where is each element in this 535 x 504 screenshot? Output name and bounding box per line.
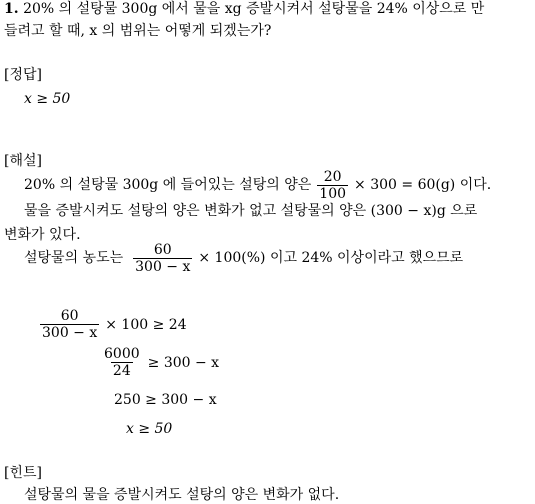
- solution-line-1-b: × 300 = 60(g) 이다.: [354, 177, 492, 193]
- fraction-60-over-300-minus-x: [133, 242, 192, 275]
- problem-line-2: [4, 22, 271, 40]
- solution-line-4-a: 설탕물의 농도는: [24, 250, 124, 266]
- fraction-numerator: 20: [323, 168, 342, 185]
- fraction-numerator: 60: [60, 308, 79, 324]
- equation-4: x ≥ 50: [126, 421, 173, 437]
- problem-text-1: 20% 의 설탕물 300g 에서 물을 xg 증발시켜서 설탕물을 24% 이상으로 만: [23, 1, 485, 17]
- problem-number: 1.: [4, 1, 19, 17]
- fraction-denominator: 300 − x: [42, 325, 98, 341]
- solution-line-3: 변화가 있다.: [4, 227, 81, 243]
- answer-value: x ≥ 50: [24, 91, 71, 107]
- solution-line-4: [24, 240, 463, 276]
- fraction-denominator: 100: [319, 185, 347, 202]
- hint-text: 설탕물의 물을 증발시켜도 설탕의 양은 변화가 없다.: [24, 487, 340, 503]
- solution-line-1: [24, 168, 491, 202]
- equation-2: [100, 346, 219, 379]
- equation-1-fraction: [40, 308, 99, 341]
- fraction-numerator: 6000: [104, 346, 140, 362]
- answer-label: [정답]: [4, 67, 42, 83]
- equation-3: 250 ≥ 300 − x: [114, 392, 217, 408]
- solution-line-1-a: 20% 의 설탕물 300g 에 들어있는 설탕의 양은: [24, 177, 312, 193]
- fraction-20-over-100: [317, 169, 348, 202]
- fraction-denominator: 24: [112, 363, 131, 379]
- problem-text-2: 들려고 할 때, x 의 범위는 어떻게 되겠는가?: [4, 23, 272, 39]
- problem-line-1: [4, 0, 484, 18]
- fraction-numerator: 60: [153, 241, 172, 258]
- equation-2-fraction: [102, 346, 142, 379]
- solution-line-2: 물을 증발시켜도 설탕의 양은 변화가 없고 설탕물의 양은 (300 − x)g 으로: [24, 203, 478, 219]
- solution-line-4-b: × 100(%) 이고 24% 이상이라고 했으므로: [198, 250, 464, 266]
- fraction-denominator: 300 − x: [135, 258, 191, 275]
- equation-1: [38, 308, 187, 341]
- equation-2-rest: ≥ 300 − x: [147, 354, 220, 371]
- equation-1-rest: × 100 ≥ 24: [105, 316, 187, 333]
- hint-label: [힌트]: [4, 465, 42, 481]
- solution-label: [해설]: [4, 153, 42, 169]
